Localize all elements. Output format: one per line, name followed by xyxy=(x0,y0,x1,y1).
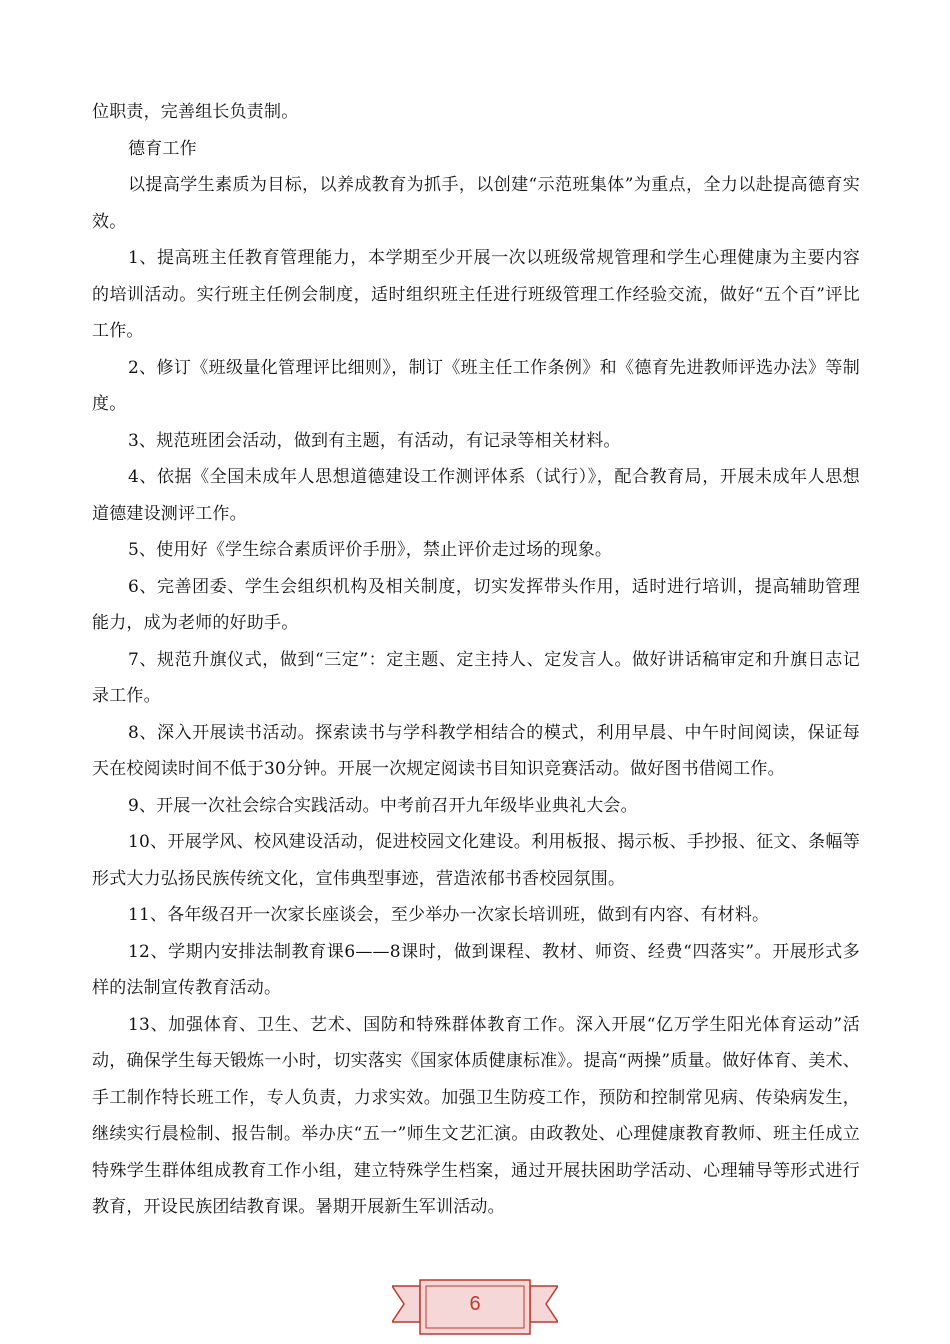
list-item-10: 10、开展学风、校风建设活动，促进校园文化建设。利用板报、揭示板、手抄报、征文、条幅等形式大力弘扬民族传统文化，宣伟典型事迹，营造浓郁书香校园氛围。 xyxy=(92,832,860,889)
list-item-5: 5、使用好《学生综合素质评价手册》，禁止评价走过场的现象。 xyxy=(128,540,613,560)
document-body xyxy=(92,94,860,1226)
list-item-12: 12、学期内安排法制教育课6——8课时，做到课程、教材、师资、经费“四落实”。开展形式多样的法制宣传教育活动。 xyxy=(92,941,860,998)
list-item-13: 13、加强体育、卫生、艺术、国防和特殊群体教育工作。深入开展“亿万学生阳光体育运动”活动，确保学生每天锻炼一小时，切实落实《国家体质健康标准》。提高“两操”质量。做好体育、美术、手工制作特长班工作，专人负责，力求实效。加强卫生防疫工作，预防和控制常见病、传染病发生，继续实行晨检制、报告制。举办庆“五一”师生文艺汇演。由政教处、心理健康教育教师、班主任成立特殊学生群体组成教育工作小组，建立特殊学生档案，通过开展扶困助学活动、心理辅导等形式进行教育，开设民族团结教育课。暑期开展新生军训活动。 xyxy=(92,1014,860,1217)
list-item-9: 9、开展一次社会综合实践活动。中考前召开九年级毕业典礼大会。 xyxy=(128,795,638,816)
list-item-7: 7、规范升旗仪式，做到“三定”：定主题、定主持人、定发言人。做好讲话稿审定和升旗日志记录工作。 xyxy=(92,649,860,706)
list-item-2: 2、修订《班级量化管理评比细则》，制订《班主任工作条例》和《德育先进教师评选办法》等制度。 xyxy=(92,357,860,414)
page-number-badge xyxy=(392,1274,558,1336)
page-number: 6 xyxy=(469,1293,481,1315)
paragraph-continuation: 位职责，完善组长负责制。 xyxy=(92,102,299,122)
list-item-6: 6、完善团委、学生会组织机构及相关制度，切实发挥带头作用，适时进行培训，提高辅助管理能力，成为老师的好助手。 xyxy=(92,576,860,633)
list-item-3: 3、规范班团会活动，做到有主题，有活动，有记录等相关材料。 xyxy=(128,430,621,451)
section-heading-moral-education: 德育工作 xyxy=(128,138,197,159)
paragraph-intro: 以提高学生素质为目标，以养成教育为抓手，以创建“示范班集体”为重点，全力以赴提高德育实效。 xyxy=(92,175,860,232)
list-item-1: 1、提高班主任教育管理能力，本学期至少开展一次以班级常规管理和学生心理健康为主要内容的培训活动。实行班主任例会制度，适时组织班主任进行班级管理工作经验交流，做好“五个百”评比工作。 xyxy=(92,248,860,341)
list-item-4: 4、依据《全国未成年人思想道德建设工作测评体系（试行）》，配合教育局，开展未成年人思想道德建设测评工作。 xyxy=(92,467,860,524)
list-item-8: 8、深入开展读书活动。探索读书与学科教学相结合的模式，利用早晨、中午时间阅读，保证每天在校阅读时间不低于30分钟。开展一次规定阅读书目知识竞赛活动。做好图书借阅工作。 xyxy=(92,722,860,779)
list-item-11: 11、各年级召开一次家长座谈会，至少举办一次家长培训班，做到有内容、有材料。 xyxy=(128,905,770,925)
